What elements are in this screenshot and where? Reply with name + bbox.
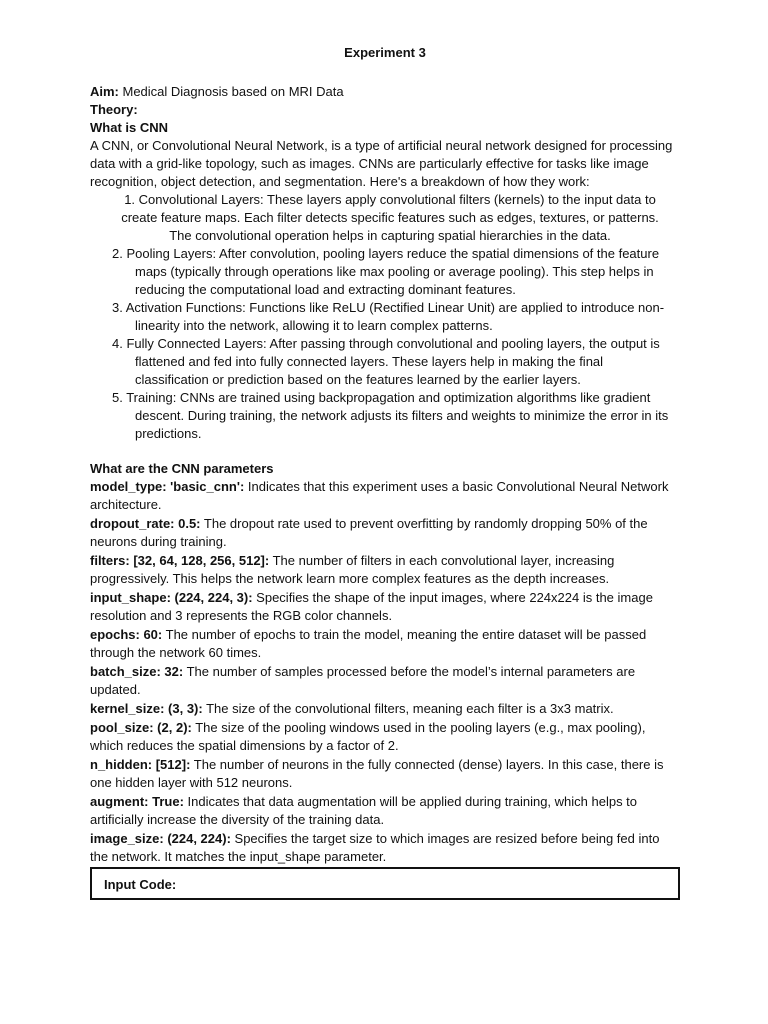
cnn-heading: What is CNN [90,120,168,135]
aim-line [90,83,680,101]
param-desc: The dropout rate used to prevent overfitting by randomly dropping 50% of the neurons during training. [90,516,648,549]
param-key: batch_size: 32: [90,664,184,679]
param-key: n_hidden: [512]: [90,757,191,772]
param-key: augment: True: [90,794,184,809]
param-n-hidden [90,756,680,792]
param-key: image_size: (224, 224): [90,831,231,846]
param-epochs [90,626,680,662]
param-desc: The number of neurons in the fully connected (dense) layers. In this case, there is one hidden layer with 512 neurons. [90,757,664,790]
param-desc: Indicates that this experiment uses a basic Convolutional Neural Network architecture. [90,479,669,512]
list-item: 4. Fully Connected Layers: After passing through convolutional and pooling layers, the output is flattened and fed into fully connected layers. These layers help in making the final classification or prediction based on the features learned by the earlier layers. [112,336,660,387]
param-desc: The size of the convolutional filters, meaning each filter is a 3x3 matrix. [202,701,614,716]
param-augment [90,793,680,829]
param-key: input_shape: (224, 224, 3): [90,590,253,605]
param-desc: Specifies the target size to which images are resized before being fed into the network. It matches the input_shape parameter. [90,831,660,864]
params-heading: What are the CNN parameters [90,461,274,476]
param-desc: The size of the pooling windows used in the pooling layers (e.g., max pooling), which reduces the spatial dimensions by a factor of 2. [90,720,646,753]
section-spacer [90,443,680,460]
param-kernel-size [90,700,680,718]
param-key: model_type: 'basic_cnn': [90,479,245,494]
param-model-type [90,478,680,514]
aim-text: Medical Diagnosis based on MRI Data [118,84,344,99]
list-item: 1. Convolutional Layers: These layers apply convolutional filters (kernels) to the input data to create feature maps. Each filter detects specific features such as edges, textures, or patterns. The convolutional operation helps in capturing spatial hierarchies in the data. [121,192,659,243]
input-code-label: Input Code: [104,877,177,892]
list-item: 3. Activation Functions: Functions like ReLU (Rectified Linear Unit) are applied to introduce non-linearity into the network, allowing it to learn complex patterns. [112,300,665,333]
param-desc: The number of epochs to train the model, meaning the entire dataset will be passed through the network 60 times. [90,627,647,660]
param-batch-size [90,663,680,699]
param-desc: The number of samples processed before the model’s internal parameters are updated. [90,664,636,697]
param-key: kernel_size: (3, 3): [90,701,203,716]
cnn-intro-paragraph: A CNN, or Convolutional Neural Network, is a type of artificial neural network designed for processing data with a grid-like topology, such as images. CNNs are particularly effective for tasks like image recognition, object detection, and segmentation. Here's a breakdown of how they work: [90,138,673,189]
param-input-shape [90,589,680,625]
aim-label: Aim: [90,84,119,99]
params-list [90,478,680,866]
param-desc: Specifies the shape of the input images, where 224x224 is the image resolution and 3 represents the RGB color channels. [90,590,653,623]
param-dropout-rate [90,515,680,551]
param-pool-size [90,719,680,755]
param-key: epochs: 60: [90,627,163,642]
param-key: dropout_rate: 0.5: [90,516,201,531]
param-key: filters: [32, 64, 128, 256, 512]: [90,553,270,568]
param-filters [90,552,680,588]
param-desc: Indicates that data augmentation will be applied during training, which helps to artificially increase the diversity of the training data. [90,794,638,827]
theory-heading: Theory: [90,102,138,117]
param-key: pool_size: (2, 2): [90,720,192,735]
list-item: 2. Pooling Layers: After convolution, pooling layers reduce the spatial dimensions of the feature maps (typically through operations like max pooling or average pooling). This step helps in reducing the computational load and extracting dominant features. [112,246,660,297]
param-image-size [90,830,680,866]
input-code-box [90,867,680,900]
param-desc: The number of filters in each convolutional layer, increasing progressively. This helps the network learn more complex features as the depth increases. [90,553,615,586]
cnn-steps-list [90,191,680,443]
document-page [90,44,680,900]
document-title: Experiment 3 [344,45,426,60]
list-item: 5. Training: CNNs are trained using backpropagation and optimization algorithms like gradient descent. During training, the network adjusts its filters and weights to minimize the error in its predictions. [112,390,669,441]
